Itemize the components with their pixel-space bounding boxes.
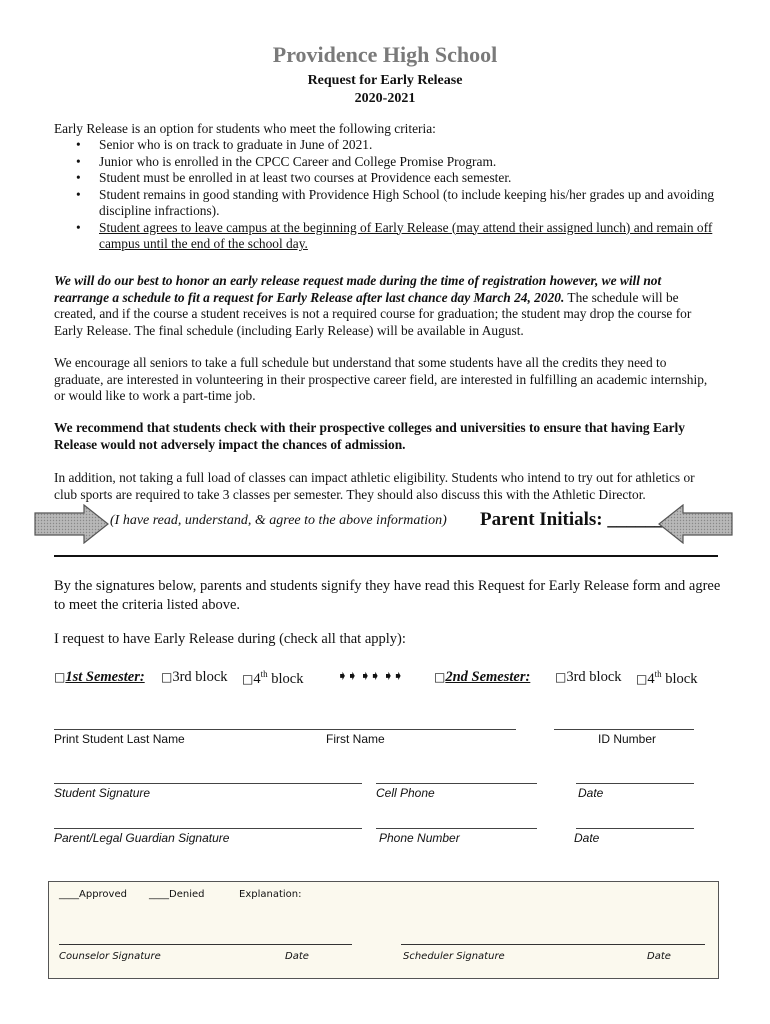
recommend-paragraph: We recommend that students check with their prospective colleges and universities to ensure that having Early Release would not adversely impact the chances of admission. [54,420,685,452]
agreement-statement: (I have read, understand, & agree to the above information) [110,513,447,528]
first-name-label: First Name [326,732,385,746]
parent-initials-field[interactable]: Parent Initials: ______ [480,509,665,530]
encourage-paragraph: We encourage all seniors to take a full schedule but understand that some students have all the credits they need to graduate, are interested in volunteering in their prospective career field, are interested in fulfilling an academic internship, or would like to work a part-time job. [54,355,708,403]
cell-phone-label: Cell Phone [376,786,435,800]
approved-field[interactable]: ____Approved [59,889,127,900]
first-semester-checkbox[interactable]: □1st Semester: [54,669,145,685]
counselor-date-label: Date [285,951,309,962]
student-signature-line[interactable] [54,783,362,784]
second-sem-block4-checkbox[interactable]: □4th block [636,669,698,687]
student-name-line[interactable] [54,729,516,730]
first-sem-block4-checkbox[interactable]: □4th block [242,669,304,687]
left-arrow-icon [658,504,733,544]
office-use-box [48,881,719,979]
policy-paragraph [54,273,718,339]
student-signature-label: Student Signature [54,786,151,800]
id-number-line[interactable] [554,729,694,730]
scheduler-signature-line[interactable] [401,944,705,945]
second-semester-checkbox[interactable]: □2nd Semester: [434,669,531,685]
student-date-line[interactable] [576,783,694,784]
cell-phone-line[interactable] [376,783,537,784]
scheduler-signature-label: Scheduler Signature [403,951,505,962]
first-sem-block3-checkbox[interactable]: □3rd block [161,669,228,685]
signatures-note: By the signatures below, parents and students signify they have read this Request for Early Release form and agree to meet the criteria listed above. [54,578,721,613]
criteria-item: • Student must be enrolled in at least two courses at Providence each semester. [76,170,512,185]
semester-row [54,669,734,689]
explanation-label: Explanation: [239,889,302,900]
right-arrow-icon [34,504,109,544]
parent-date-line[interactable] [576,828,694,829]
second-sem-block3-checkbox[interactable]: □3rd block [555,669,622,685]
parent-date-label: Date [574,831,600,845]
request-prompt: I request to have Early Release during (check all that apply): [54,631,406,647]
criteria-item: • Junior who is enrolled in the CPCC Career and College Promise Program. [76,153,497,169]
scheduler-date-label: Date [647,951,671,962]
student-date-label: Date [578,786,604,800]
policy-emphasis: We will do our best to honor an early release request made during the time of registration however, we will not rearrange a schedule to fit a request for Early Release after last chance day March 24, 2020. [54,273,662,305]
bullet-icon: • [76,186,81,202]
counselor-signature-line[interactable] [59,944,352,945]
criteria-item: • Senior who is on track to graduate in June of 2021. [76,137,373,152]
section-divider [54,555,718,557]
criteria-item: • Student agrees to leave campus at the beginning of Early Release (may attend their assigned lunch) and remain off campus until the end of the school day. [76,219,713,251]
criteria-item: • Student remains in good standing with Providence High School (to include keeping his/her grades up and avoiding discipline infractions). [76,186,715,218]
bullet-icon: • [76,153,81,169]
last-name-label: Print Student Last Name [54,732,185,746]
school-name: Providence High School [272,42,498,67]
counselor-signature-label: Counselor Signature [59,951,161,962]
phone-number-label: Phone Number [379,831,460,845]
bullet-icon: • [76,219,81,235]
arrow-connector-icon: ➧➧ ➧➧ ➧➧ [337,669,403,684]
id-number-label: ID Number [598,732,657,746]
parent-signature-line[interactable] [54,828,362,829]
parent-signature-label: Parent/Legal Guardian Signature [54,831,230,845]
criteria-list [54,137,718,253]
intro-text: Early Release is an option for students who meet the following criteria: [54,121,436,136]
bullet-icon: • [76,137,81,152]
form-title: Request for Early Release [307,73,463,88]
phone-number-line[interactable] [376,828,537,829]
school-year: 2020-2021 [354,91,416,106]
bullet-icon: • [76,170,81,185]
denied-field[interactable]: ____Denied [149,889,205,900]
athletics-paragraph: In addition, not taking a full load of classes can impact athletic eligibility. Students who intend to try out for athletics or club sports are required to take 3 classes per semester. They should also discuss this with the Athletic Director. [54,470,695,502]
policy-rest: The schedule will be created, and if the course a student receives is not a required course for graduation; the student may drop the course for Early Release. The final schedule (including Early Release) will be available in August. [54,289,692,338]
